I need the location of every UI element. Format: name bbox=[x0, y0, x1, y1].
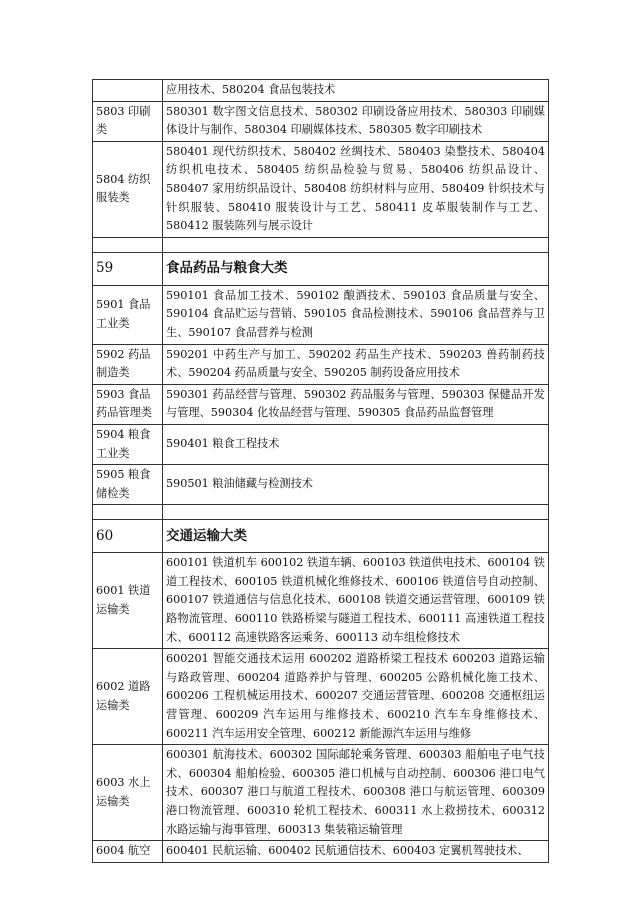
table-row bbox=[93, 101, 549, 141]
category-header-row bbox=[93, 252, 549, 285]
majors-cell: 600101 铁道机车 600102 铁道车辆、600103 铁道供电技术、600104 铁道工程技术、600105 铁道机械化维修技术、600106 铁道信号自动控制、600107 铁道通信与信息化技术、600108 铁道交通运营管理、600109 铁路物流管理、600110 铁路桥梁与隧道工程技术、600111 高速铁道工程技术、600112 高速铁路客运乘务、600113 动车组检修技术 bbox=[163, 553, 549, 649]
subcategory-cell: 5803 印刷类 bbox=[93, 101, 163, 141]
majors-cell: 580401 现代纺织技术、580402 丝绸技术、580403 染整技术、580404 纺织机电技术、580405 纺织品检验与贸易、580406 纺织品设计、580407 家用纺织品设计、580408 纺织材料与应用、580409 针织技术与针织服装、580410 服装设计与工艺、580411 皮革服装制作与工艺、580412 服装陈列与展示设计 bbox=[163, 141, 549, 237]
spacer-cell bbox=[93, 237, 163, 252]
subcategory-cell: 6002 道路运输类 bbox=[93, 649, 163, 745]
spacer-cell bbox=[163, 505, 549, 520]
spacer-row bbox=[93, 505, 549, 520]
majors-cell: 600201 智能交通技术运用 600202 道路桥梁工程技术 600203 道路运输与路政管理、600204 道路养护与管理、600205 公路机械化施工技术、600206 工程机械运用技术、600207 交通运营管理、600208 交通枢纽运营管理、600209 汽车运用与维修技术、600210 汽车车身维修技术、600211 汽车运用安全管理、600212 新能源汽车运用与维修 bbox=[163, 649, 549, 745]
table-row bbox=[93, 649, 549, 745]
majors-cell: 590101 食品加工技术、590102 酿酒技术、590103 食品质量与安全、590104 食品贮运与营销、590105 食品检测技术、590106 食品营养与卫生、590107 食品营养与检测 bbox=[163, 285, 549, 344]
subcategory-cell: 5905 粮食储检类 bbox=[93, 465, 163, 505]
table-row bbox=[93, 745, 549, 841]
table-row bbox=[93, 553, 549, 649]
spacer-cell bbox=[163, 237, 549, 252]
table-row bbox=[93, 80, 549, 102]
table-row bbox=[93, 384, 549, 424]
subcategory-cell: 6003 水上运输类 bbox=[93, 745, 163, 841]
subcategory-cell: 6001 铁道运输类 bbox=[93, 553, 163, 649]
majors-table bbox=[92, 79, 549, 863]
majors-cell: 600401 民航运输、600402 民航通信技术、600403 定翼机驾驶技术、 bbox=[163, 841, 549, 863]
subcategory-cell: 5901 食品工业类 bbox=[93, 285, 163, 344]
category-code: 60 bbox=[93, 520, 163, 553]
majors-cell: 600301 航海技术、600302 国际邮轮乘务管理、600303 船舶电子电气技术、600304 船舶检验、600305 港口机械与自动控制、600306 港口电气技术、600307 港口与航道工程技术、600308 港口与航运管理、600309 港口物流管理、600310 轮机工程技术、600311 水上救捞技术、600312 水路运输与海事管理、600313 集装箱运输管理 bbox=[163, 745, 549, 841]
subcategory-cell: 6004 航空 bbox=[93, 841, 163, 863]
majors-cell: 590501 粮油储藏与检测技术 bbox=[163, 465, 549, 505]
spacer-row bbox=[93, 237, 549, 252]
subcategory-cell: 5902 药品制造类 bbox=[93, 344, 163, 384]
majors-table-body bbox=[93, 80, 549, 863]
category-title: 食品药品与粮食大类 bbox=[163, 252, 549, 285]
subcategory-cell: 5804 纺织服装类 bbox=[93, 141, 163, 237]
table-row bbox=[93, 141, 549, 237]
subcategory-cell: 5904 粮食工业类 bbox=[93, 424, 163, 464]
category-title: 交通运输大类 bbox=[163, 520, 549, 553]
subcategory-cell bbox=[93, 80, 163, 102]
majors-cell: 590301 药品经营与管理、590302 药品服务与管理、590303 保健品开发与管理、590304 化妆品经营与管理、590305 食品药品监督管理 bbox=[163, 384, 549, 424]
majors-cell: 590201 中药生产与加工、590202 药品生产技术、590203 兽药制药技术、590204 药品质量与安全、590205 制药设备应用技术 bbox=[163, 344, 549, 384]
table-row bbox=[93, 465, 549, 505]
table-row bbox=[93, 285, 549, 344]
subcategory-cell: 5903 食品药品管理类 bbox=[93, 384, 163, 424]
table-row bbox=[93, 424, 549, 464]
spacer-cell bbox=[93, 505, 163, 520]
majors-cell: 580301 数字图文信息技术、580302 印刷设备应用技术、580303 印刷媒体设计与制作、580304 印刷媒体技术、580305 数字印刷技术 bbox=[163, 101, 549, 141]
category-code: 59 bbox=[93, 252, 163, 285]
table-row bbox=[93, 344, 549, 384]
majors-cell: 应用技术、580204 食品包装技术 bbox=[163, 80, 549, 102]
category-header-row bbox=[93, 520, 549, 553]
majors-cell: 590401 粮食工程技术 bbox=[163, 424, 549, 464]
table-row bbox=[93, 841, 549, 863]
